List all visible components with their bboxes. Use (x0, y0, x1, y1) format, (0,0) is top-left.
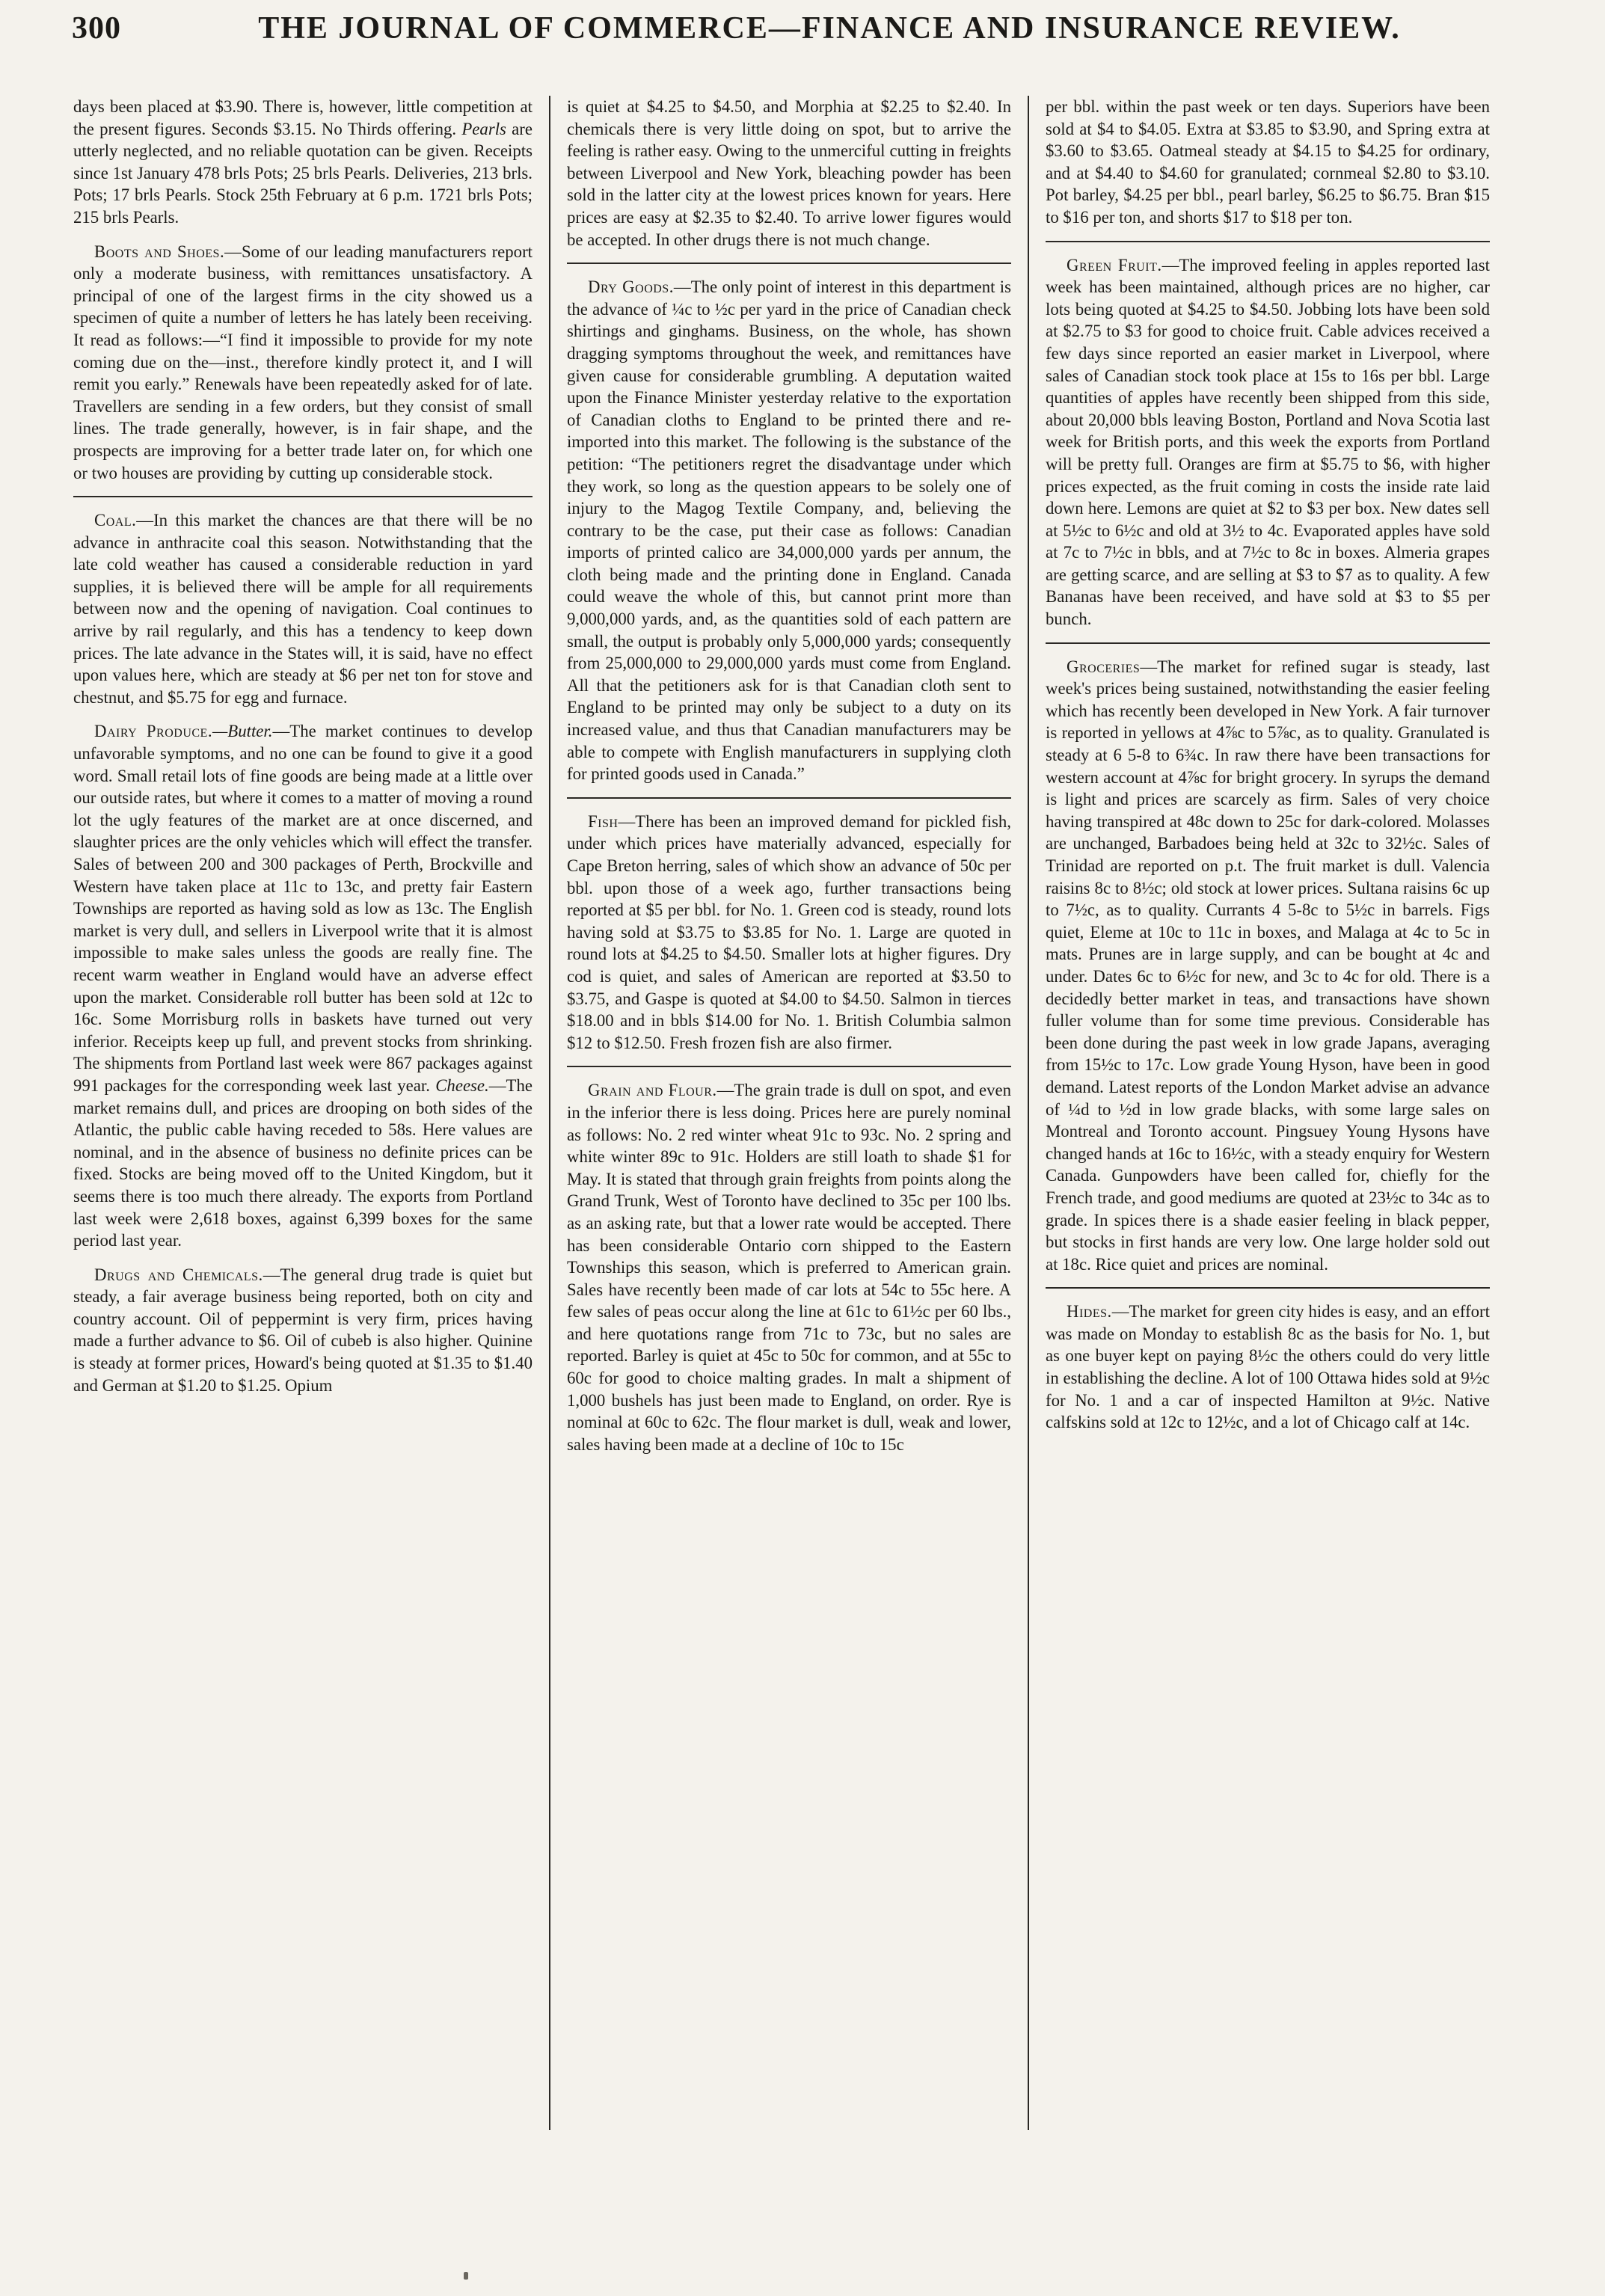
article-paragraph (1046, 656, 1490, 1276)
section-rule (1046, 241, 1490, 242)
article-paragraph (1046, 254, 1490, 630)
article-paragraph (567, 276, 1011, 785)
text-column-2 (549, 96, 1028, 2130)
paragraph-text: per bbl. within the past week or ten days. Superiors have been sold at $4 to $4.05. Extra at $3.85 to $3.90, and Spring extra at $3.60 to $3.65. Oatmeal steady at $4.15 to $4.25 for ordinary, and at $4.40 to $4.60 for granulated; cornmeal $2.80 to $3.10. Pot barley, $4.25 per bbl., pearl barley, $6.25 to $6.75. Bran $15 to $16 per ton, and shorts $17 to $18 per ton. (1046, 97, 1490, 227)
section-heading: Dairy Produce. (94, 722, 213, 741)
article-paragraph (73, 96, 533, 229)
paragraph-text: —In this market the chances are that there will be no advance in anthracite coal this season. Notwithstanding that the late cold weather has caused a considerable reduction in yard supplies, it is believed there will be ample for all requirements between now and the opening of navigation. Coal continues to arrive by rail regularly, and this has a tendency to keep down prices. The late advance in the States will, it is said, have no effect upon values here, which are steady at $6 per net ton for stove and chestnut, and $5.75 for egg and furnace. (73, 511, 533, 707)
article-paragraph (73, 509, 533, 708)
section-heading: Grain and Flour. (588, 1081, 717, 1100)
paragraph-text: —The only point of interest in this department is the advance of ¼c to ½c per yard in the price of Canadian check shirtings and ginghams. Business, on the whole, has shown dragging symptoms throughout the week, and remittances have given cause for considerable grumbling. A deputation waited upon the Finance Minister yesterday relative to the exportation of Canadian cloths to England to be printed there and re-imported into this market. The following is the substance of the petition: “The petitioners regret the disadvantage under which they work, so long as the question appears to be solely one of injury to the Magog Textile Company, and, believing the contrary to be the case, put their case as follows: Canadian imports of printed calico are 34,000,000 yards per annum, the cloth being made and the printing done in England. Canada could weave the whole of this, but cannot print more than 9,000,000 yards, and, as the quantities sold of each pattern are small, the output is probably only 5,000,000 yards; consequently from 25,000,000 to 29,000,000 yards must come from England. All that the petitioners ask for is that Canadian cloth sent to England to be printed may only be subject to a duty on its increased value, and thus that Canadian manufacturers may be able to compete with English manufacturers in supplying cloth for printed goods used in Canada.” (567, 277, 1011, 784)
article-columns (70, 96, 1506, 2130)
journal-title: THE JOURNAL OF COMMERCE—FINANCE AND INSURANCE REVIEW. (258, 11, 1401, 46)
paragraph-text: —The market for refined sugar is steady, last week's prices being sustained, notwithstanding the easier feeling which has recently been developed in New York. A fair turnover is reported in yellows at 4⅞c to 5⅞c, as to quality. Granulated is steady at 6 5-8 to 6¾c. In raw there have been transactions for western account at 4⅞c for bright grocery. In syrups the demand is light and prices are scarcely as firm. Sales of very choice having transpired at 48c down to 25c for dark-colored. Molasses are unchanged, Barbadoes being held at 32c to 32½c. Sales of Trinidad are reported on p.t. The fruit market is dull. Valencia raisins 8c to 8½c; old stock at lower prices. Sultana raisins 6c up to 7½c, as to quality. Currants 4 5-8c to 5½c in barrels. Figs quiet, Eleme at 10c to 11c in boxes, and Malaga at 4c to 5c in mats. Prunes are in large supply, and can be bought at 4c and under. Dates 6c to 6½c for new, and 3c to 4c for old. There is a decidedly better market in teas, and transactions have shown fuller volume than for some time previous. Considerable has been done during the past week in low grade Japans, averaging from 15½c to 17c. Low grade Young Hyson, have been in good demand. Latest reports of the London Market advise an advance of ¼d to ½d in low grade blacks, with some large sales on Montreal and Toronto account. Pingsuey Young Hysons have changed hands at 16c to 16½c, with a steady enquiry for Western Canada. Gunpowders have been called for, chiefly for the French trade, and good mediums are quoted at 23½c to 34c as to grade. In spices there is a shade easier feeling in black pepper, but stocks in first hands are very low. One large holder sold out at 18c. Rice quiet and prices are nominal. (1046, 657, 1490, 1274)
paragraph-text: is quiet at $4.25 to $4.50, and Morphia at $2.25 to $2.40. In chemicals there is very little doing on spot, but to arrive the feeling is rather easy. Owing to the unmerciful cutting in freights between Liverpool and New York, bleaching powder has been sold in the latter city at the lowest prices known for years. Here prices are easy at $2.35 to $2.40. To arrive lower figures would be accepted. In other drugs there is not much change. (567, 97, 1011, 249)
article-paragraph (567, 96, 1011, 251)
section-heading: Groceries (1067, 657, 1141, 676)
italic-term: Cheese. (435, 1075, 489, 1095)
section-rule (73, 496, 533, 497)
article-paragraph (1046, 96, 1490, 229)
paragraph-text: —The general drug trade is quiet but steady, a fair average business being reported, both on city and country account. Oil of peppermint is very firm, prices having made a further advance to $6. Oil of cubeb is also higher. Quinine is steady at former prices, Howard's being quoted at $1.35 to $1.40 and German at $1.20 to $1.25. Opium (73, 1265, 533, 1395)
paragraph-text: —The market remains dull, and prices are drooping on both sides of the Atlantic, the public cable having receded to 58s. Here values are nominal, and in the absence of business no definite prices can be fixed. Stocks are being moved off to the United Kingdom, but it seems there is too much there already. The exports from Portland last week were 2,618 boxes, against 6,399 boxes for the same period last year. (73, 1075, 533, 1250)
text-column-1 (70, 96, 549, 2130)
section-rule (1046, 1287, 1490, 1289)
paragraph-text: —There has been an improved demand for pickled fish, under which prices have materially advanced, especially for Cape Breton herring, sales of which show an advance of 50c per bbl. upon those of a week ago, further transactions being reported at $5 per bbl. for No. 1. Green cod is steady, round lots having sold at $3.75 to $3.85 for No. 1. Large are quoted in round lots at $4.25 to $4.50. Smaller lots at higher figures. Dry cod is quiet, and sales of American are reported at $3.50 to $3.75, and Gaspe is quoted at $4.00 to $4.50. Salmon in tierces $18.00 and in bbls $14.00 for No. 1. British Columbia salmon $12 to $12.50. Fresh frozen fish are also firmer. (567, 811, 1011, 1052)
text-column-3 (1028, 96, 1506, 2130)
paragraph-text: are utterly neglected, and no reliable quotation can be given. Receipts since 1st January 478 brls Pots; 25 brls Pearls. Deliveries, 213 brls. Pots; 17 brls Pearls. Stock 25th February at 6 p.m. 1721 brls Pots; 215 brls Pearls. (73, 119, 533, 227)
article-paragraph (567, 1079, 1011, 1455)
section-heading: Dry Goods. (588, 277, 674, 297)
paragraph-text: —Some of our leading manufacturers report only a moderate business, with remittances unsatisfactory. A principal of one of the largest firms in the city showed us a specimen of quite a number of letters he has lately been receiving. It read as follows:—“I find it impossible to provide for my note coming due on the—inst., therefore kindly protect it, and I will remit you early.” Renewals have been repeatedly asked for of late. Travellers are sending in a few orders, but they consist of small lines. The trade generally, however, is in fair shape, and the prospects are improving for a better trade later on, for which one or two houses are providing by cutting up considerable stock. (73, 242, 533, 482)
section-heading: Boots and Shoes. (94, 242, 225, 261)
paragraph-text: —The market continues to develop unfavorable symptoms, and no one can be found to give it a good word. Small retail lots of fine goods are being made at a little over our outside rates, but where it comes to a matter of moving a round lot the ugly features of the market are at once discerned, and slaughter prices are the only vehicles which will effect the transfer. Sales of between 200 and 300 packages of Perth, Brockville and Western have taken place at 11c to 13c, and pretty fair Eastern Townships are reported as having sold as low as 13c. The English market is very dull, and sellers in Liverpool write that it is almost impossible to make sales unless the goods are really fine. The recent warm weather in England would have an adverse effect upon the market. Considerable roll butter has been sold at 12c to 16c. Some Morrisburg rolls in baskets have turned out very inferior. Receipts keep up full, and prevent stocks from shrinking. The shipments from Portland last week were 867 packages against 991 packages for the corresponding week last year. (73, 722, 533, 1095)
section-heading: Green Fruit. (1067, 255, 1162, 274)
section-heading: Hides. (1067, 1302, 1112, 1322)
section-rule (567, 1066, 1011, 1067)
article-paragraph (73, 241, 533, 485)
section-rule (1046, 642, 1490, 644)
print-mark (464, 2272, 468, 2280)
paragraph-text: —The grain trade is dull on spot, and even in the inferior there is less doing. Prices here are purely nominal as follows: No. 2 red winter wheat 91c to 93c. No. 2 spring and white winter 89c to 91c. Holders are still loath to shade $1 for May. It is stated that through grain freights from points along the Grand Trunk, West of Toronto have declined to 35c per 100 lbs. as an asking rate, but that a lower rate would be accepted. There has been considerable Ontario corn shipped to the Eastern Townships this season, which is preferred to American grain. Sales have recently been made of car lots at 54c to 55c here. A few sales of peas occur along the line at 61c to 61½c per 60 lbs., and here quotations range from 71c to 73c, but no sales are reported. Barley is quiet at 45c to 50c for common, and at 55c to 60c for good to choice malting grades. In malt a shipment of 1,000 bushels has just been made to England, on order. Rye is nominal at 60c to 62c. The flour market is dull, weak and lower, sales having been made at a decline of 10c to 15c (567, 1081, 1011, 1454)
paragraph-text: —The market for green city hides is easy, and an effort was made on Monday to establish 8c as the basis for No. 1, but as one buyer kept on paying 8½c the others could do very little in establishing the decline. A lot of 100 Ottawa hides sold at 9½c for No. 1 and a car of inspected Hamilton at 9½c. Native calfskins sold at 12c to 12½c, and a lot of Chicago calf at 14c. (1046, 1302, 1490, 1432)
italic-term: Pearls (461, 119, 506, 138)
paragraph-text: days been placed at $3.90. There is, however, little competition at the present figures. Seconds $3.15. No Thirds offering. (73, 97, 533, 138)
page-header (72, 10, 1508, 63)
article-paragraph (73, 1264, 533, 1397)
paragraph-text: —The improved feeling in apples reported last week has been maintained, although prices are no higher, car lots being quoted at $4.25 to $4.50. Jobbing lots have been sold at $2.75 to $3 for good to choice fruit. Cable advices received a few days since reported an easier market in Liverpool, where sales of Canadian stock took place at 15s to 16s per bbl. Large quantities of apples have recently been shipped from this side, about 20,000 bbls leaving Boston, Portland and Nova Scotia last week for British ports, and this week the exports from Portland will be pretty full. Oranges are firm at $5.75 to $6, with higher prices expected, as the fruit coming in costs the inside rate laid down here. Lemons are quiet at $2 to $3 per box. New dates sell at 5½c to 6½c and old at 3½ to 4c. Evaporated apples have sold at 7c to 7½c in bbls, and at 7½c to 8c in boxes. Almeria grapes are getting scarce, and are selling at $3 to $7 as to quality. A few Bananas have been received, and have sold at $3 to $5 per bunch. (1046, 255, 1490, 629)
section-rule (567, 263, 1011, 264)
article-paragraph (73, 720, 533, 1251)
article-paragraph (1046, 1301, 1490, 1434)
section-heading: Drugs and Chemicals. (94, 1265, 263, 1284)
section-heading: Coal. (94, 511, 137, 530)
article-paragraph (567, 811, 1011, 1055)
page-number: 300 (72, 11, 121, 46)
italic-term: —Butter. (212, 722, 273, 741)
section-rule (567, 797, 1011, 799)
section-heading: Fish (588, 811, 619, 831)
